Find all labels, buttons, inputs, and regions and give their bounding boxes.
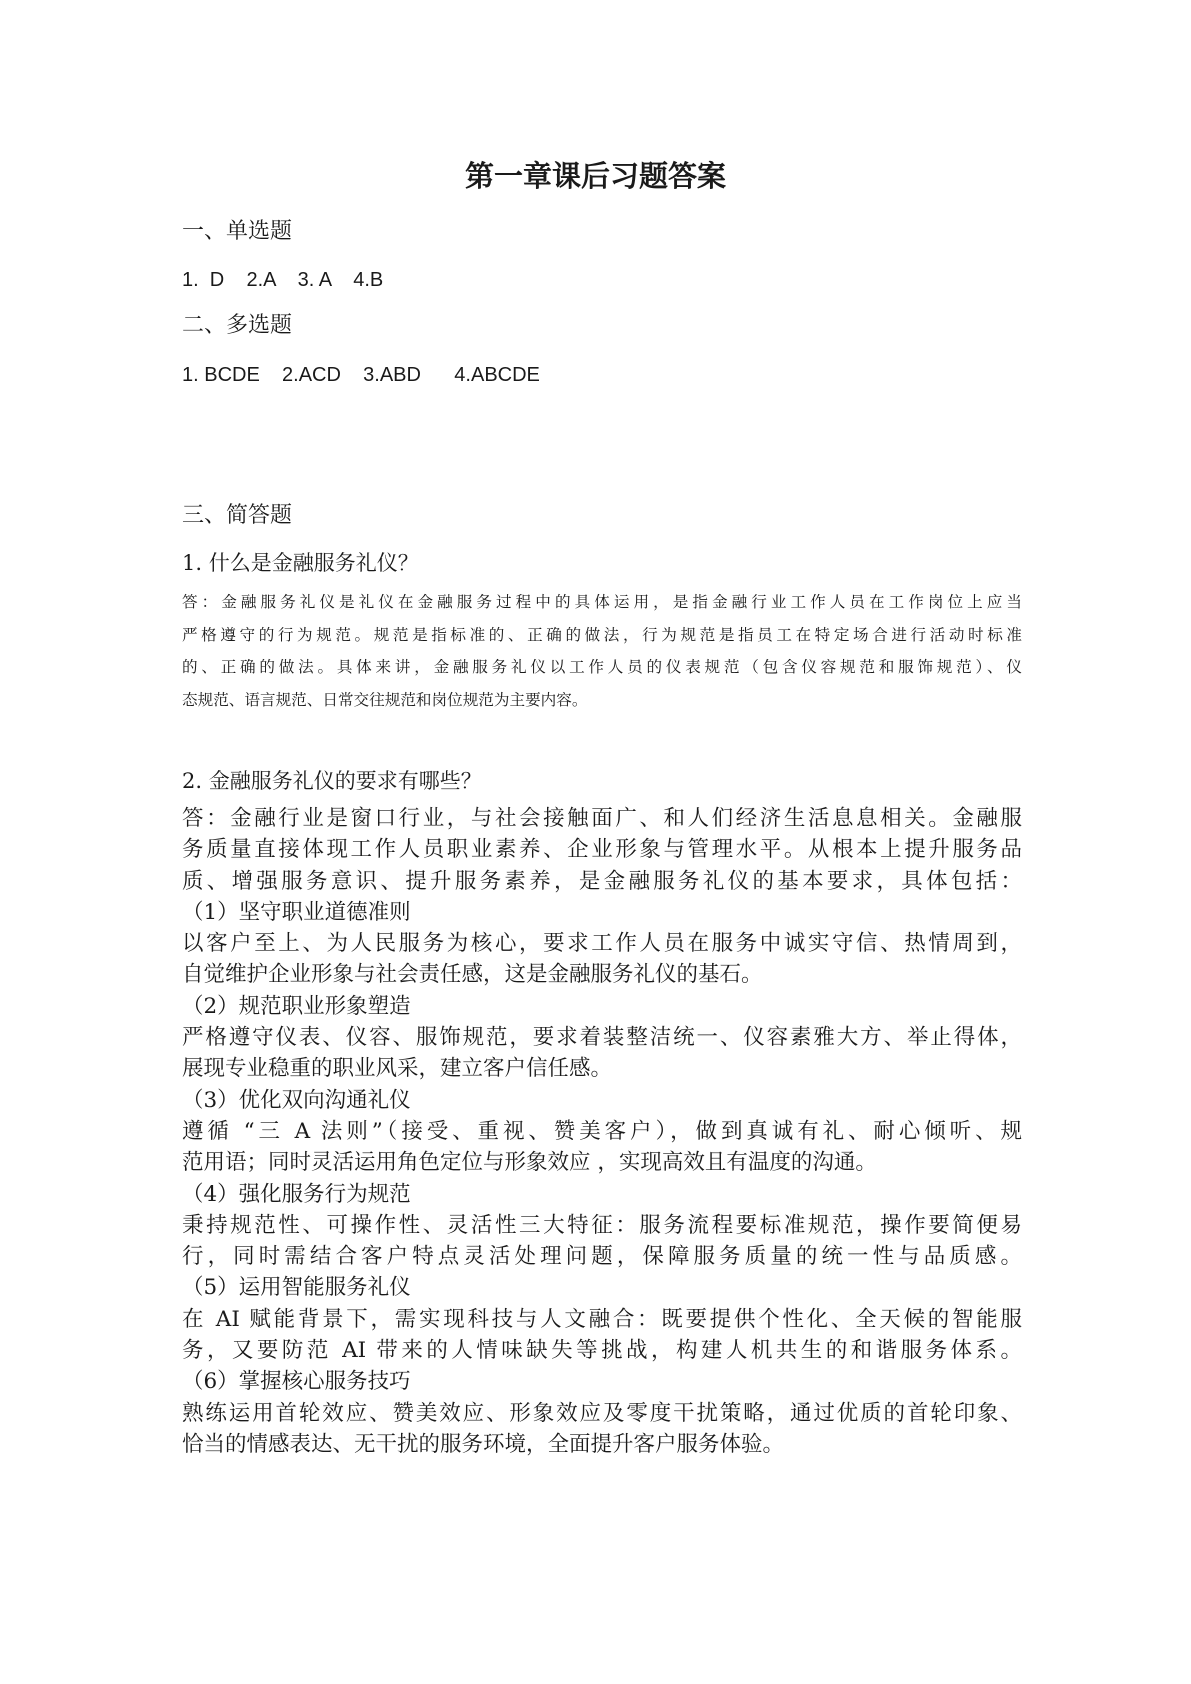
answer-2-line: 自觉维护企业形象与社会责任感，这是金融服务礼仪的基石。 (182, 962, 763, 988)
answer-2-line: 行，同时需结合客户特点灵活处理问题，保障服务质量的统一性与品质感。 (182, 1244, 1022, 1270)
answer-2-line: 遵循 “三 A 法则”（接受、重视、赞美客户），做到真诚有礼、耐心倾听、规 (182, 1118, 1022, 1144)
requirement-heading-2: （2）规范职业形象塑造 (182, 993, 411, 1019)
answer-2-line: 严格遵守仪表、仪容、服饰规范，要求着装整洁统一、仪容素雅大方、举止得体， (182, 1025, 1022, 1051)
answer-1-line: 的、正确的做法。具体来讲，金融服务礼仪以工作人员的仪表规范（包含仪容规范和服饰规范）、仪 (182, 658, 1022, 676)
answer-2-line: 秉持规范性、可操作性、灵活性三大特征：服务流程要标准规范，操作要简便易 (182, 1212, 1022, 1238)
answer-2-line: 质、增强服务意识、提升服务素养，是金融服务礼仪的基本要求，具体包括： (182, 868, 1022, 894)
answer-1-line: 答：金融服务礼仪是礼仪在金融服务过程中的具体运用，是指金融行业工作人员在工作岗位上应当 (182, 593, 1022, 611)
answer-1-line: 态规范、语言规范、日常交往规范和岗位规范为主要内容。 (182, 690, 588, 709)
requirement-heading-5: （5）运用智能服务礼仪 (182, 1275, 411, 1301)
answer-2-line: 展现专业稳重的职业风采，建立客户信任感。 (182, 1056, 613, 1082)
multiple-choice-answers: 1. BCDE 2.ACD 3.ABD 4.ABCDE (182, 364, 540, 386)
answer-2-line: 答：金融行业是窗口行业，与社会接触面广、和人们经济生活息息相关。金融服 (182, 806, 1022, 831)
section-heading-single-choice: 一、单选题 (182, 219, 293, 244)
answer-2-line: 务，又要防范 AI 带来的人情味缺失等挑战，构建人机共生的和谐服务体系。 (182, 1338, 1022, 1364)
answer-2-line: 熟练运用首轮效应、赞美效应、形象效应及零度干扰策略，通过优质的首轮印象、 (182, 1400, 1022, 1426)
requirement-heading-4: （4）强化服务行为规范 (182, 1181, 411, 1207)
answer-2-line: 范用语；同时灵活运用角色定位与形象效应 ，实现高效且有温度的沟通。 (182, 1150, 877, 1176)
answer-2-line: 以客户至上、为人民服务为核心，要求工作人员在服务中诚实守信、热情周到， (182, 931, 1022, 957)
section-heading-multiple-choice: 二、多选题 (182, 313, 293, 338)
single-choice-answers: 1. D 2.A 3. A 4.B (182, 269, 384, 291)
answer-2-line: 在 AI 赋能背景下，需实现科技与人文融合：既要提供个性化、全天候的智能服 (182, 1306, 1022, 1332)
question-2: 2. 金融服务礼仪的要求有哪些？ (182, 769, 482, 793)
answer-2-line: 务质量直接体现工作人员职业素养、企业形象与管理水平。从根本上提升服务品 (182, 837, 1022, 863)
requirement-heading-6: （6）掌握核心服务技巧 (182, 1369, 411, 1395)
answer-1 (182, 586, 1022, 716)
requirement-heading-3: （3）优化双向沟通礼仪 (182, 1087, 411, 1113)
question-1: 1. 什么是金融服务礼仪？ (182, 551, 419, 575)
section-heading-short-answer: 三、简答题 (182, 503, 293, 528)
answer-1-line: 严格遵守的行为规范。规范是指标准的、正确的做法，行为规范是指员工在特定场合进行活动时标准 (182, 625, 1022, 644)
answer-2-line: 恰当的情感表达、无干扰的服务环境，全面提升客户服务体验。 (182, 1431, 785, 1457)
answer-2 (182, 803, 1022, 1460)
requirement-heading-1: （1）坚守职业道德准则 (182, 899, 411, 925)
page-title: 第一章课后习题答案 (464, 159, 726, 193)
